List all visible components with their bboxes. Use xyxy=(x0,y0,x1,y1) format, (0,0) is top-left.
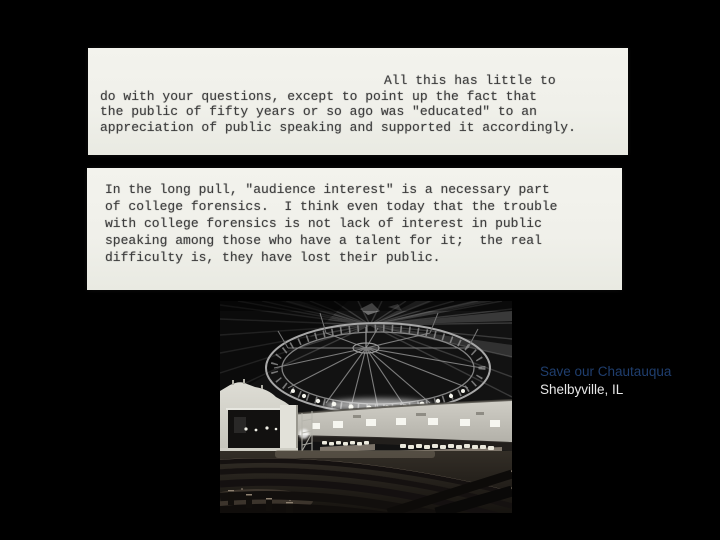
excerpt-line: the public of fifty years or so ago was "educated" to an xyxy=(100,104,537,119)
excerpt-line: In the long pull, "audience interest" is a necessary part xyxy=(105,182,550,197)
excerpt-line: do with your questions, except to point up the fact that xyxy=(100,88,537,104)
excerpt-line: difficulty is, they have lost their public. xyxy=(105,250,441,265)
excerpt-line: speaking among those who have a talent for it; the real xyxy=(105,233,542,248)
photo-caption-subtitle: Shelbyville, IL xyxy=(540,382,624,397)
excerpt-line: of college forensics. I think even today that the trouble xyxy=(105,199,558,214)
photo-top-vignette xyxy=(220,301,512,311)
typewritten-excerpt-1 xyxy=(88,48,628,155)
typewritten-excerpt-2 xyxy=(87,168,622,290)
auditorium-photo-illustration xyxy=(220,301,512,513)
auditorium-photo xyxy=(220,301,512,513)
excerpt-line: appreciation of public speaking and supported it accordingly. xyxy=(100,119,576,135)
excerpt-line: All this has little to xyxy=(384,73,556,88)
excerpt-line: with college forensics is not lack of interest in public xyxy=(105,216,542,231)
stage-side-glare xyxy=(299,429,309,439)
photo-caption xyxy=(540,363,671,399)
pews xyxy=(220,450,512,513)
photo-caption-title: Save our Chautauqua xyxy=(540,364,672,379)
